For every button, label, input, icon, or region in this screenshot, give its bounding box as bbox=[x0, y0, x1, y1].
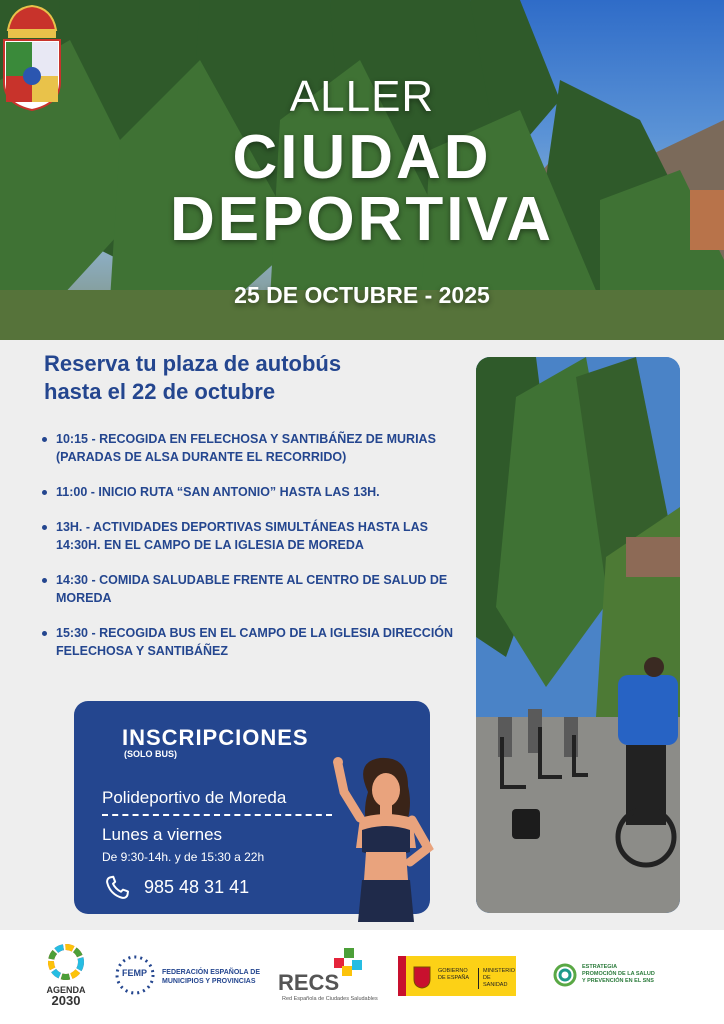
ministry-name bbox=[478, 968, 516, 989]
government-logo bbox=[398, 956, 516, 996]
femp-abbr: FEMP bbox=[122, 968, 148, 978]
photo-image bbox=[476, 357, 680, 913]
strategy-swirl-icon bbox=[552, 962, 578, 988]
registration-subtitle: (SOLO BUS) bbox=[124, 749, 177, 759]
coat-of-arms-icon bbox=[0, 0, 64, 112]
title-line-1: CIUDAD bbox=[232, 123, 492, 192]
registration-title: INSCRIPCIONES bbox=[122, 725, 309, 750]
schedule-item: 13H. - ACTIVIDADES DEPORTIVAS SIMULTÁNEAS HASTA LAS 14:30H. EN EL CAMPO DE LA IGLESIA DE MOREDA bbox=[40, 518, 460, 554]
spinning-class-photo bbox=[476, 357, 680, 913]
ministry-line-1: MINISTERIO bbox=[483, 968, 516, 974]
health-strategy-logo bbox=[552, 944, 672, 1008]
femp-name bbox=[162, 968, 272, 986]
femp-line-2: MUNICIPIOS Y PROVINCIAS bbox=[162, 978, 256, 985]
schedule-item: 14:30 - COMIDA SALUDABLE FRENTE AL CENTRO DE SALUD DE MOREDA bbox=[40, 571, 460, 607]
agenda-label: AGENDA bbox=[46, 985, 86, 995]
woman-illustration bbox=[324, 752, 450, 930]
reservation-heading bbox=[44, 350, 444, 406]
agenda-year: 2030 bbox=[51, 993, 81, 1008]
registration-hours: De 9:30-14h. y de 15:30 a 22h bbox=[102, 850, 265, 864]
schedule-item: 10:15 - RECOGIDA EN FELECHOSA Y SANTIBÁÑEZ DE MURIAS (PARADAS DE ALSA DURANTE EL RECORRIDO) bbox=[40, 430, 460, 466]
reservation-heading-line-2: hasta el 22 de octubre bbox=[44, 379, 276, 404]
event-date: 25 DE OCTUBRE - 2025 bbox=[234, 282, 490, 308]
recs-logo bbox=[278, 944, 378, 1008]
strategy-line-2: PROMOCIÓN DE LA SALUD bbox=[582, 971, 655, 977]
recs-abbr: RECS bbox=[278, 970, 340, 995]
strategy-name bbox=[582, 964, 672, 985]
title-line-2: DEPORTIVA bbox=[169, 185, 555, 254]
schedule-item: 15:30 - RECOGIDA BUS EN EL CAMPO DE LA IGLESIA DIRECCIÓN FELECHOSA Y SANTIBÁÑEZ bbox=[40, 624, 460, 660]
schedule-list bbox=[40, 430, 460, 677]
dashed-divider bbox=[102, 814, 332, 816]
registration-place: Polideportivo de Moreda bbox=[102, 788, 287, 807]
schedule-item: 11:00 - INICIO RUTA “SAN ANTONIO” HASTA LAS 13H. bbox=[40, 483, 460, 501]
femp-line-1: FEDERACIÓN ESPAÑOLA DE bbox=[162, 969, 261, 976]
sdg-wheel-icon bbox=[48, 944, 84, 980]
flag-stripe bbox=[398, 956, 406, 996]
agenda-2030-logo bbox=[38, 944, 94, 1008]
royal-shield-icon bbox=[412, 963, 432, 989]
strategy-line-1: ESTRATEGIA bbox=[582, 964, 618, 970]
hero-banner bbox=[0, 0, 724, 340]
ministry-line-2: DE SANIDAD bbox=[483, 975, 508, 988]
phone-number[interactable]: 985 48 31 41 bbox=[144, 877, 250, 897]
reservation-heading-line-1: Reserva tu plaza de autobús bbox=[44, 351, 342, 376]
government-name bbox=[438, 968, 469, 982]
town-name: ALLER bbox=[289, 72, 435, 121]
government-line-2: DE ESPAÑA bbox=[438, 975, 470, 981]
femp-logo bbox=[114, 944, 264, 1008]
registration-days: Lunes a viernes bbox=[102, 825, 223, 844]
phone-icon bbox=[102, 873, 132, 903]
recs-name: Red Española de Ciudades Saludables bbox=[282, 996, 378, 1002]
strategy-line-3: Y PREVENCIÓN EN EL SNS bbox=[582, 978, 654, 984]
government-line-1: GOBIERNO bbox=[438, 968, 468, 974]
recs-puzzle-icon bbox=[334, 948, 370, 978]
